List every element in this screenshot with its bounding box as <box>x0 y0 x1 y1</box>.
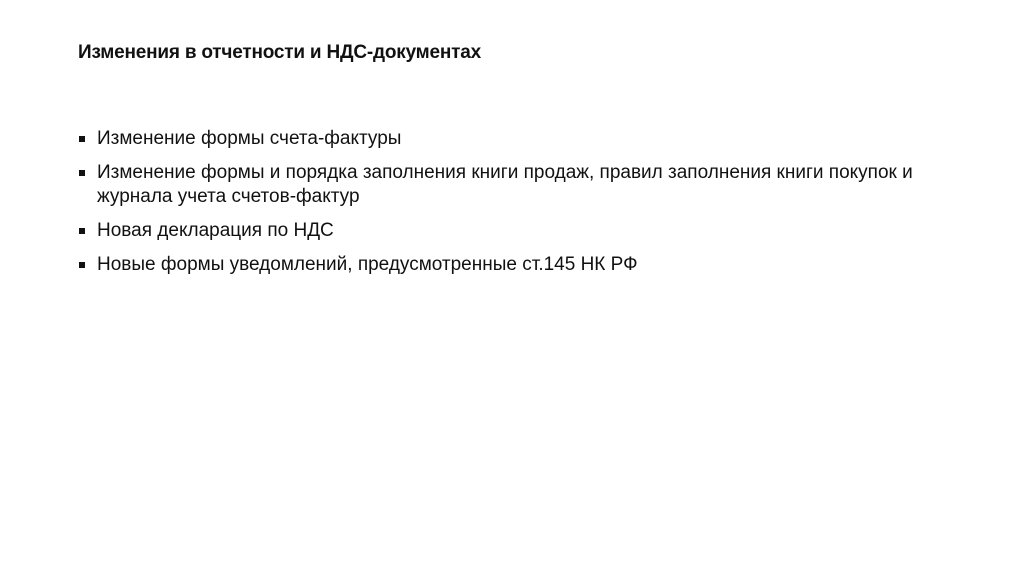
bullet-item <box>78 127 958 151</box>
bullet-item <box>78 219 958 243</box>
square-bullet-icon <box>79 170 85 176</box>
bullet-text: Новые формы уведомлений, предусмотренные ст.145 НК РФ <box>97 254 638 275</box>
bullet-text: Изменение формы счета-фактуры <box>97 128 402 149</box>
square-bullet-icon <box>79 262 85 268</box>
square-bullet-icon <box>79 136 85 142</box>
square-bullet-icon <box>79 228 85 234</box>
bullet-text: Новая декларация по НДС <box>97 220 334 241</box>
bullet-item <box>78 161 958 209</box>
bullet-text: Изменение формы и порядка заполнения книги продаж, правил заполнения книги покупок и журнала учета счетов-фактур <box>97 162 913 207</box>
bullet-item <box>78 253 958 277</box>
bullet-list <box>78 127 958 287</box>
slide-title: Изменения в отчетности и НДС-документах <box>78 42 482 63</box>
